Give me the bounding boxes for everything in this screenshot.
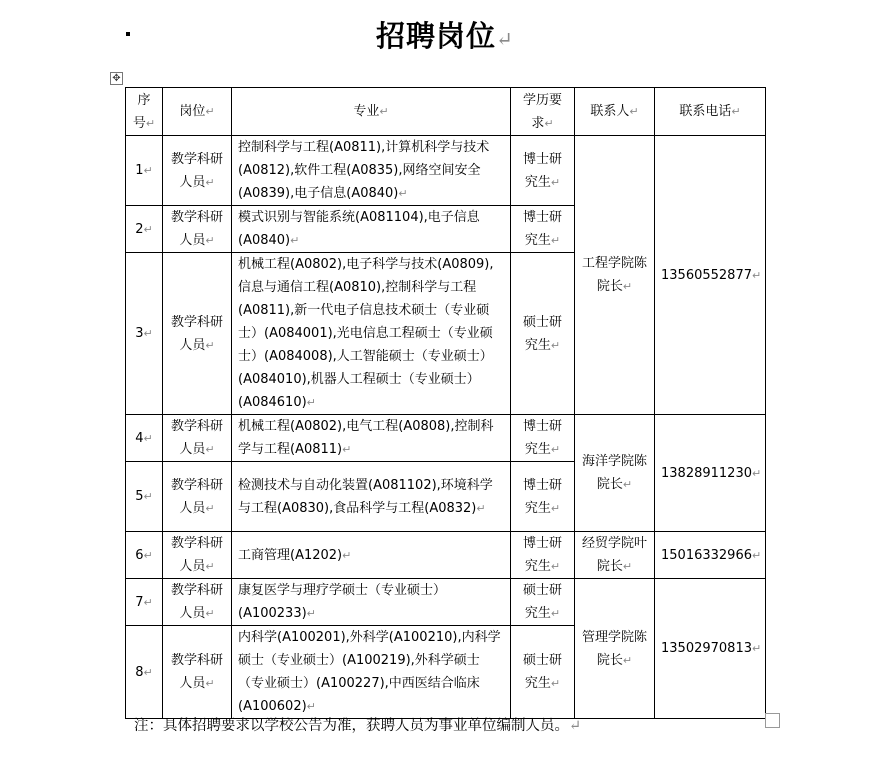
recruitment-table [125, 87, 766, 719]
degree-cell: 硕士研究生↵ [511, 626, 575, 719]
post-cell: 教学科研人员↵ [163, 136, 232, 206]
table-row [126, 579, 766, 626]
post-cell: 教学科研人员↵ [163, 253, 232, 415]
contact-cell: 经贸学院叶院长↵ [575, 532, 655, 579]
header-row [126, 88, 766, 136]
paragraph-mark-icon: ↵ [569, 718, 582, 734]
header-cell-post: 岗位↵ [163, 88, 232, 136]
degree-cell: 博士研究生↵ [511, 415, 575, 462]
major-cell: 机械工程(A0802),电气工程(A0808),控制科学与工程(A0811)↵ [232, 415, 511, 462]
major-cell: 控制科学与工程(A0811),计算机科学与技术(A0812),软件工程(A0835),网络空间安全(A0839),电子信息(A0840)↵ [232, 136, 511, 206]
post-cell: 教学科研人员↵ [163, 626, 232, 719]
row-number-cell: 2↵ [126, 206, 163, 253]
paragraph-mark-icon: ↵ [496, 27, 514, 51]
row-number-cell: 6↵ [126, 532, 163, 579]
header-cell-contact: 联系人↵ [575, 88, 655, 136]
header-cell-phone: 联系电话↵ [655, 88, 766, 136]
contact-cell: 管理学院陈院长↵ [575, 579, 655, 719]
row-number-cell: 1↵ [126, 136, 163, 206]
degree-cell: 博士研究生↵ [511, 462, 575, 532]
post-cell: 教学科研人员↵ [163, 206, 232, 253]
major-cell: 模式识别与智能系统(A081104),电子信息(A0840)↵ [232, 206, 511, 253]
major-cell: 机械工程(A0802),电子科学与技术(A0809),信息与通信工程(A0810),控制科学与工程(A0811),新一代电子信息技术硕士（专业硕士）(A084001),光电信息工程硕士（专业硕士）(A084008),人工智能硕士（专业硕士）(A084010),机器人工程硕士（专业硕士）(A084610)↵ [232, 253, 511, 415]
major-cell: 内科学(A100201),外科学(A100210),内科学硕士（专业硕士）(A100219),外科学硕士（专业硕士）(A100227),中西医结合临床(A100602)↵ [232, 626, 511, 719]
bullet-dot [126, 32, 130, 36]
footnote: 注：具体招聘要求以学校公告为准，获聘人员为事业单位编制人员。↵ [134, 718, 582, 734]
row-number-cell: 7↵ [126, 579, 163, 626]
post-cell: 教学科研人员↵ [163, 532, 232, 579]
major-cell: 康复医学与理疗学硕士（专业硕士）(A100233)↵ [232, 579, 511, 626]
header-cell-major: 专业↵ [232, 88, 511, 136]
contact-cell: 海洋学院陈院长↵ [575, 415, 655, 532]
post-cell: 教学科研人员↵ [163, 462, 232, 532]
phone-cell: 13560552877↵ [655, 136, 766, 415]
post-cell: 教学科研人员↵ [163, 579, 232, 626]
header-cell-number: 序号↵ [126, 88, 163, 136]
table-move-handle-icon[interactable]: ✥ [110, 72, 123, 85]
phone-cell: 13502970813↵ [655, 579, 766, 719]
degree-cell: 博士研究生↵ [511, 206, 575, 253]
major-cell: 工商管理(A1202)↵ [232, 532, 511, 579]
row-number-cell: 8↵ [126, 626, 163, 719]
table-row [126, 415, 766, 462]
table-row [126, 136, 766, 206]
phone-cell: 13828911230↵ [655, 415, 766, 532]
page-title: 招聘岗位↵ [376, 19, 514, 53]
row-number-cell: 4↵ [126, 415, 163, 462]
degree-cell: 硕士研究生↵ [511, 253, 575, 415]
contact-cell: 工程学院陈院长↵ [575, 136, 655, 415]
degree-cell: 博士研究生↵ [511, 136, 575, 206]
degree-cell: 博士研究生↵ [511, 532, 575, 579]
degree-cell: 硕士研究生↵ [511, 579, 575, 626]
end-of-cell-marker-icon [765, 713, 780, 728]
header-cell-degree: 学历要求↵ [511, 88, 575, 136]
post-cell: 教学科研人员↵ [163, 415, 232, 462]
table-row [126, 532, 766, 579]
row-number-cell: 3↵ [126, 253, 163, 415]
row-number-cell: 5↵ [126, 462, 163, 532]
major-cell: 检测技术与自动化装置(A081102),环境科学与工程(A0830),食品科学与工程(A0832)↵ [232, 462, 511, 532]
phone-cell: 15016332966↵ [655, 532, 766, 579]
